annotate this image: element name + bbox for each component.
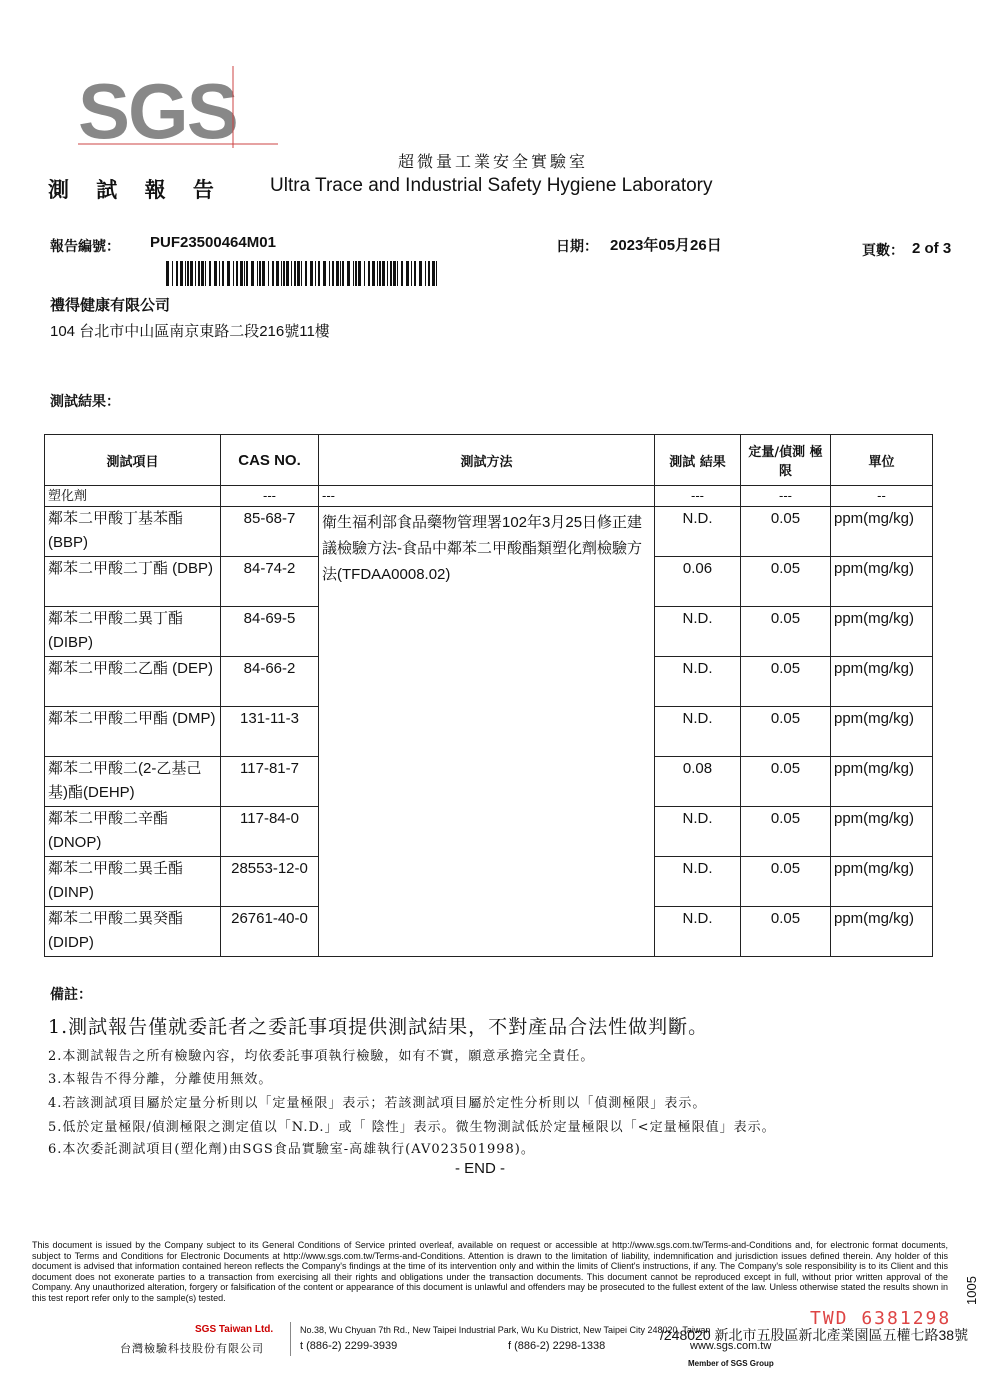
barcode-bar (172, 261, 173, 286)
barcode-bar (236, 261, 238, 286)
results-label: 測試結果： (50, 394, 120, 410)
client-address: 104 台北市中山區南京東路二段216號11樓 (50, 323, 330, 340)
barcode-bar (190, 261, 193, 286)
unit: ppm(mg/kg) (831, 857, 933, 907)
unit: ppm(mg/kg) (831, 757, 933, 807)
member-of-sgs: Member of SGS Group (688, 1359, 774, 1368)
note-item: 4.若該測試項目屬於定量分析則以「定量極限」表示；若該測試項目屬於定性分析則以「偵測極限」表示。 (48, 1096, 707, 1111)
cas-number: 84-74-2 (221, 557, 319, 607)
report-no-label: 報告編號： (50, 239, 120, 255)
barcode-bar (353, 261, 354, 286)
barcode-bar (347, 261, 350, 286)
header-cas: CAS NO. (221, 435, 319, 486)
serial-number: TWD 6381298 (810, 1308, 952, 1329)
barcode-bar (336, 261, 339, 286)
test-result: N.D. (655, 507, 741, 557)
table-header-row (45, 435, 933, 486)
barcode-bar (406, 261, 409, 286)
sgs-logo (78, 62, 278, 152)
unit: ppm(mg/kg) (831, 807, 933, 857)
barcode-bar (358, 261, 361, 286)
category-loq: --- (741, 486, 831, 507)
barcode-bar (185, 261, 186, 286)
report-barcode (166, 261, 441, 286)
barcode-bar (240, 261, 243, 286)
header-loq: 定量/偵測 極限 (741, 435, 831, 486)
item-name: 鄰苯二甲酸二(2-乙基己基)酯(DEHP) (45, 757, 221, 807)
barcode-bar (323, 261, 326, 286)
unit: ppm(mg/kg) (831, 707, 933, 757)
barcode-bar (310, 261, 313, 286)
table-row (45, 507, 933, 557)
category-cas: --- (221, 486, 319, 507)
note-item: 3.本報告不得分離，分離使用無效。 (48, 1072, 273, 1087)
barcode-bar (166, 261, 169, 286)
barcode-bar (205, 261, 206, 286)
barcode-bar (227, 261, 230, 286)
barcode-bar (257, 261, 258, 286)
barcode-bar (251, 261, 254, 286)
test-result: N.D. (655, 807, 741, 857)
cas-number: 84-69-5 (221, 607, 319, 657)
note-item: 6.本次委託測試項目(塑化劑)由SGS食品實驗室-高雄執行(AV023501998)。 (48, 1142, 535, 1157)
legal-disclaimer: This document is issued by the Company subject to its General Conditions of Service printed overleaf, available on request or accessible at http://www.sgs.com.tw/Terms-and-Conditions and, for electronic format documents, subject to Terms and Conditions for Electronic Documents at http://www.sgs.com.tw/Terms-and-Conditions. Attention is drawn to the limitation of liability, indemnification and jurisdiction issues defined therein. Any holder of this document is advised that information contained hereon reflects the Company's findings at the time of its intervention only and within the limits of Client's instructions, if any. The Company's sole responsibility is to its Client and this document does not exonerate parties to a transaction from exercising all their rights and obligations under the transaction documents. This document cannot be reproduced except in full, without prior written approval of the Company. Any unauthorized alteration, forgery or falsification of the content or appearance of this document is unlawful and offenders may be prosecuted to the fullest extent of the law. Unless otherwise stated the results shown in this test report refer only to the sample(s) tested. (32, 1240, 948, 1303)
end-marker: - END - (455, 1160, 505, 1177)
date-label: 日期： (556, 239, 598, 255)
barcode-bar (428, 261, 430, 286)
cas-number: 85-68-7 (221, 507, 319, 557)
test-result: 0.06 (655, 557, 741, 607)
category-row (45, 486, 933, 507)
barcode-bar (176, 261, 178, 286)
cas-number: 28553-12-0 (221, 857, 319, 907)
barcode-bar (364, 261, 365, 286)
barcode-bar (332, 261, 334, 286)
item-name: 鄰苯二甲酸二乙酯 (DEP) (45, 657, 221, 707)
test-result: N.D. (655, 657, 741, 707)
report-title: 測 試 報 告 (48, 177, 224, 202)
report-date: 2023年05月26日 (610, 237, 722, 254)
barcode-bar (301, 261, 302, 286)
barcode-bar (244, 261, 245, 286)
barcode-bar (342, 261, 344, 286)
barcode-bar (294, 261, 296, 286)
side-code: 1005 (964, 1276, 979, 1305)
barcode-bar (393, 261, 396, 286)
unit: ppm(mg/kg) (831, 557, 933, 607)
cas-number: 26761-40-0 (221, 907, 319, 957)
category-result: --- (655, 486, 741, 507)
item-name: 鄰苯二甲酸二甲酯 (DMP) (45, 707, 221, 757)
barcode-bar (387, 261, 388, 286)
barcode-bar (432, 261, 435, 286)
item-name: 鄰苯二甲酸二異丁酯 (DIBP) (45, 607, 221, 657)
barcode-bar (390, 261, 392, 286)
barcode-bar (283, 261, 285, 286)
loq-value: 0.05 (741, 557, 831, 607)
note-item: 5.低於定量極限/偵測極限之測定值以「N.D.」或「 陰性」表示。微生物測試低於定量極限以「<定量極限值」表示。 (48, 1120, 776, 1135)
barcode-bar (329, 261, 330, 286)
category-unit: -- (831, 486, 933, 507)
unit: ppm(mg/kg) (831, 657, 933, 707)
barcode-bar (291, 261, 292, 286)
company-address-en: No.38, Wu Chyuan 7th Rd., New Taipei Industrial Park, Wu Ku District, New Taipei City 248020, Taiwan (300, 1325, 711, 1335)
company-name-en: SGS Taiwan Ltd. (195, 1324, 274, 1335)
header-item: 測試項目 (45, 435, 221, 486)
page-count: 2 of 3 (912, 240, 952, 257)
barcode-bar (305, 261, 307, 286)
loq-value: 0.05 (741, 807, 831, 857)
barcode-bar (414, 261, 416, 286)
lab-name-cn: 超微量工業安全實驗室 (398, 152, 589, 171)
loq-value: 0.05 (741, 657, 831, 707)
company-fax: f (886-2) 2298-1338 (508, 1340, 606, 1352)
test-result: 0.08 (655, 757, 741, 807)
barcode-bar (214, 261, 217, 286)
barcode-bar (198, 261, 200, 286)
barcode-bar (209, 261, 211, 286)
barcode-bar (377, 261, 378, 286)
header-result: 測試 結果 (655, 435, 741, 486)
barcode-bar (286, 261, 289, 286)
unit: ppm(mg/kg) (831, 507, 933, 557)
barcode-bar (268, 261, 269, 286)
barcode-bar (379, 261, 381, 286)
barcode-bar (222, 261, 224, 286)
footer-divider (290, 1322, 291, 1356)
barcode-bar (297, 261, 300, 286)
barcode-bar (187, 261, 189, 286)
barcode-bar (262, 261, 265, 286)
barcode-bar (201, 261, 204, 286)
test-result: N.D. (655, 707, 741, 757)
barcode-bar (276, 261, 279, 286)
sgs-logo-text: SGS (78, 67, 237, 152)
barcode-bar (259, 261, 261, 286)
item-name: 鄰苯二甲酸二異壬酯 (DINP) (45, 857, 221, 907)
category-method: --- (319, 486, 655, 507)
barcode-bar (436, 261, 437, 286)
company-address-cn: /248020 新北市五股區新北產業園區五權七路38號 (660, 1327, 969, 1343)
barcode-bar (340, 261, 341, 286)
lab-name-en: Ultra Trace and Industrial Safety Hygiene Laboratory (270, 175, 713, 196)
loq-value: 0.05 (741, 757, 831, 807)
barcode-bar (419, 261, 422, 286)
loq-value: 0.05 (741, 907, 831, 957)
test-result: N.D. (655, 907, 741, 957)
barcode-bar (401, 261, 403, 286)
barcode-bar (315, 261, 316, 286)
item-name: 鄰苯二甲酸二辛酯 (DNOP) (45, 807, 221, 857)
item-name: 鄰苯二甲酸丁基苯酯 (BBP) (45, 507, 221, 557)
barcode-bar (180, 261, 183, 286)
client-name: 禮得健康有限公司 (50, 297, 171, 314)
barcode-bar (368, 261, 370, 286)
cas-number: 117-81-7 (221, 757, 319, 807)
category-item: 塑化劑 (45, 486, 221, 507)
barcode-bar (411, 261, 412, 286)
cas-number: 84-66-2 (221, 657, 319, 707)
test-result: N.D. (655, 857, 741, 907)
test-result: N.D. (655, 607, 741, 657)
cas-number: 117-84-0 (221, 807, 319, 857)
item-name: 鄰苯二甲酸二丁酯 (DBP) (45, 557, 221, 607)
test-method: 衛生福利部食品藥物管理署102年3月25日修正建議檢驗方法-食品中鄰苯二甲酸酯類塑化劑檢驗方法(TFDAA0008.02) (319, 507, 655, 957)
barcode-bar (195, 261, 196, 286)
barcode-bar (281, 261, 282, 286)
report-no: PUF23500464M01 (150, 234, 276, 251)
barcode-bar (246, 261, 248, 286)
loq-value: 0.05 (741, 507, 831, 557)
company-phone: t (886-2) 2299-3939 (300, 1340, 398, 1352)
loq-value: 0.05 (741, 607, 831, 657)
notes-label: 備註： (50, 987, 92, 1003)
barcode-bar (425, 261, 426, 286)
company-website[interactable]: www.sgs.com.tw (690, 1340, 772, 1352)
barcode-bar (397, 261, 398, 286)
loq-value: 0.05 (741, 857, 831, 907)
header-unit: 單位 (831, 435, 933, 486)
barcode-bar (272, 261, 274, 286)
barcode-bar (233, 261, 234, 286)
loq-value: 0.05 (741, 707, 831, 757)
barcode-bar (372, 261, 375, 286)
barcode-bar (219, 261, 220, 286)
note-item: 2.本測試報告之所有檢驗內容，均依委託事項執行檢驗，如有不實，願意承擔完全責任。 (48, 1049, 595, 1064)
note-item: 1.測試報告僅就委託者之委託事項提供測試結果，不對產品合法性做判斷。 (48, 1016, 709, 1038)
results-table (44, 434, 933, 957)
company-name-cn: 台灣檢驗科技股份有限公司 (120, 1342, 264, 1355)
barcode-bar (355, 261, 357, 286)
unit: ppm(mg/kg) (831, 907, 933, 957)
item-name: 鄰苯二甲酸二異癸酯 (DIDP) (45, 907, 221, 957)
barcode-bar (318, 261, 320, 286)
barcode-bar (382, 261, 385, 286)
header-method: 測試方法 (319, 435, 655, 486)
cas-number: 131-11-3 (221, 707, 319, 757)
unit: ppm(mg/kg) (831, 607, 933, 657)
pages-label: 頁數： (862, 243, 904, 259)
